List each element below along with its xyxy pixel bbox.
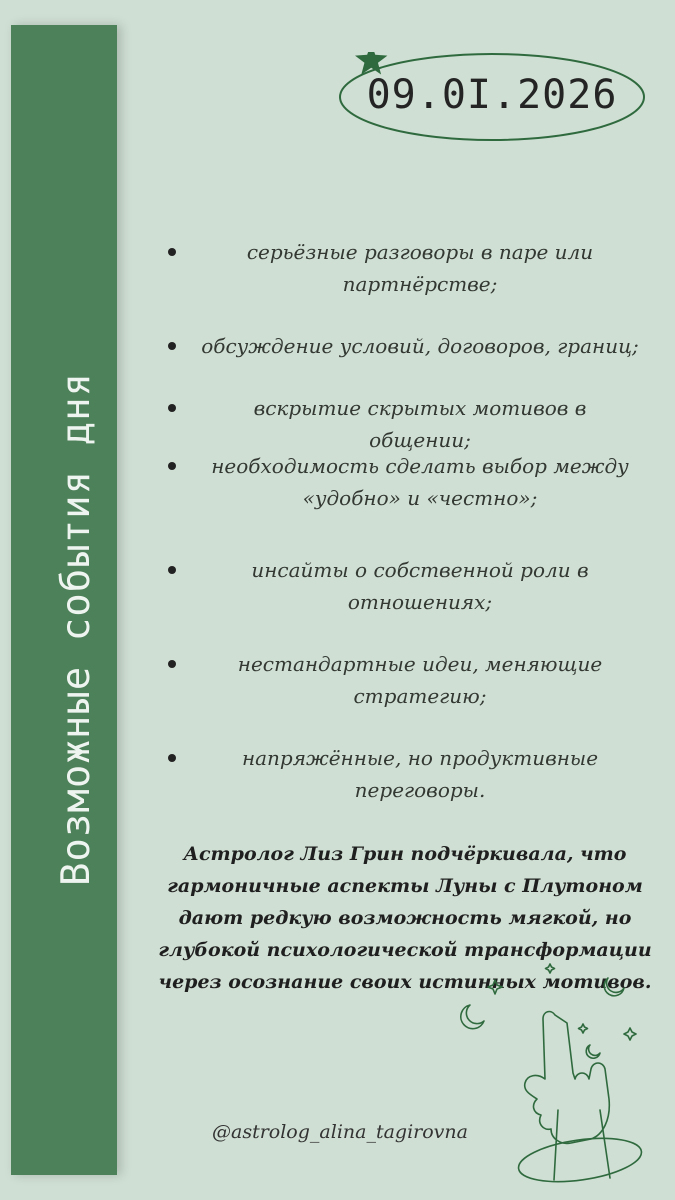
event-text: вскрытие скрытых мотивов в общении; [253, 396, 587, 452]
event-text: необходимость сделать выбор между «удобно» и «честно»; [211, 454, 629, 510]
bullet-icon [168, 566, 176, 574]
event-text: серьёзные разговоры в паре или партнёрстве; [246, 240, 594, 296]
bullet-icon [168, 404, 176, 412]
list-item [160, 648, 640, 742]
sidebar-panel [11, 25, 117, 1175]
bullet-icon [168, 248, 176, 256]
sidebar-title: Возможные события дня [54, 371, 99, 887]
hand-illustration [440, 960, 670, 1200]
list-item [160, 236, 640, 330]
list-item [160, 450, 640, 554]
bullet-icon [168, 660, 176, 668]
event-text: нестандартные идеи, меняющие стратегию; [237, 652, 603, 708]
instagram-handle: @astrolog_alina_tagirovna [212, 1121, 468, 1143]
date-badge [337, 52, 647, 152]
events-list [160, 236, 640, 812]
list-item [160, 330, 640, 392]
quote-text: Астролог Лиз Грин подчёркивала, что гармоничные аспекты Луны с Плутоном дают редкую возможность мягкой, но глубокой психологической трансформации через осознание своих истинных мотивов. [158, 843, 652, 993]
bullet-icon [168, 754, 176, 762]
event-text: напряжённые, но продуктивные переговоры. [241, 746, 599, 802]
event-text: инсайты о собственной роли в отношениях; [251, 558, 589, 614]
list-item [160, 742, 640, 812]
crescent-moon-icon [604, 978, 624, 996]
list-item [160, 554, 640, 648]
bullet-icon [168, 342, 176, 350]
list-item [160, 392, 640, 450]
date-text: 09.0I.2026 [366, 72, 618, 118]
bullet-icon [168, 462, 176, 470]
crescent-moon-icon [461, 1005, 484, 1029]
crescent-moon-icon [586, 1045, 600, 1058]
event-text: обсуждение условий, договоров, границ; [201, 334, 639, 358]
